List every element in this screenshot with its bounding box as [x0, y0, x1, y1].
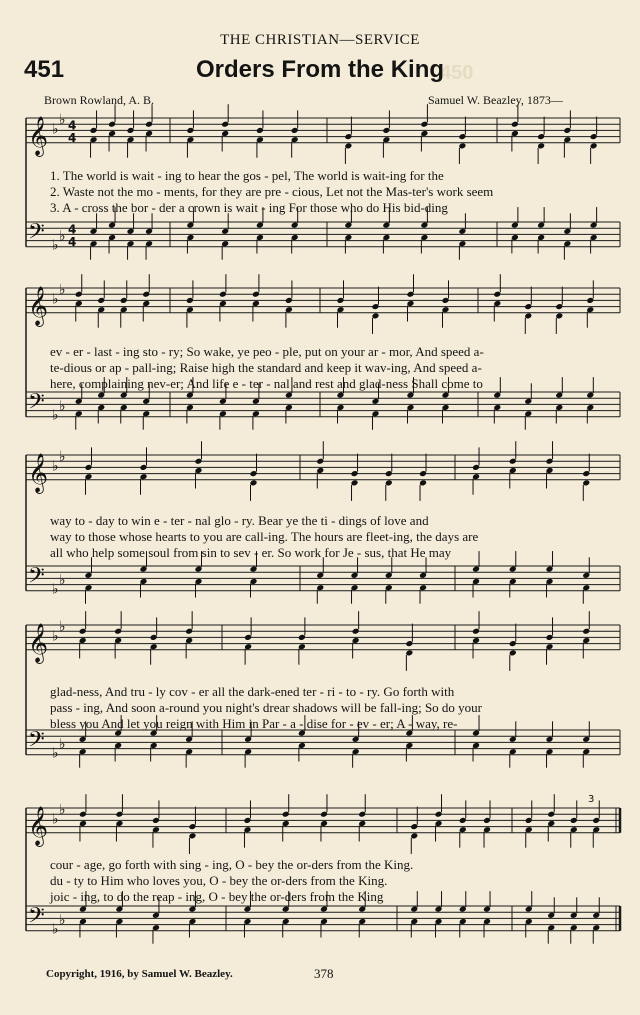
triplet-mark: 3 — [588, 794, 595, 805]
time-signature-digit: 4 — [68, 234, 77, 249]
lyricist-credit: Brown Rowland, A. B. — [44, 93, 155, 107]
bass-clef-icon: 𝄢 — [28, 389, 45, 420]
treble-clef-icon: 𝄞 — [28, 285, 49, 326]
treble-clef-icon: 𝄞 — [28, 452, 49, 493]
flat-icon: ♭ — [52, 811, 59, 828]
lyric-line: du - ty to Him who loves you, O - bey the or-ders from the King. — [50, 873, 388, 888]
section-header: THE CHRISTIAN—SERVICE — [220, 32, 420, 48]
flat-icon: ♭ — [52, 237, 59, 254]
flat-icon: ♭ — [59, 619, 66, 635]
lyric-line: pass - ing, And soon a-round you night's drear shadows will be fall-ing; So do your — [50, 700, 483, 715]
page-number: 378 — [314, 966, 334, 981]
lyric-line: 2. Waste not the mo - ments, for they are pre - cious, Let not the Mas-ter's work seem — [50, 184, 494, 199]
lyric-line: 3. A - cross the bor - der a crown is wait - ing For those who do His bid-ding — [50, 200, 448, 215]
composer-credit: Samuel W. Beazley, 1873— — [428, 93, 563, 107]
bass-clef-icon: 𝄢 — [28, 219, 45, 250]
flat-icon: ♭ — [52, 628, 59, 645]
flat-icon: ♭ — [59, 112, 66, 128]
lyric-line: 1. The world is wait - ing to hear the gos - pel, The world is wait-ing for the — [50, 168, 444, 183]
lyric-line: joic - ing, to do the reap - ing, O - bey the or-ders from the King — [50, 889, 384, 904]
flat-icon: ♭ — [52, 121, 59, 138]
flat-icon: ♭ — [59, 802, 66, 818]
copyright-notice: Copyright, 1916, by Samuel W. Beazley. — [46, 968, 233, 980]
bass-clef-icon: 𝄢 — [28, 563, 45, 594]
lyric-line: ev - er - last - ing sto - ry; So wake, ye peo - ple, put on your ar - mor, And speed a- — [50, 344, 484, 359]
lyric-line: glad-ness, And tru - ly cov - er all the dark-ened ter - ri - to - ry. Go forth with — [50, 684, 455, 699]
lyric-line: all who help some soul from sin to sev - er. So work for Je - sus, that He may — [50, 545, 452, 560]
hymn-number: 451 — [24, 56, 65, 83]
treble-clef-icon: 𝄞 — [28, 805, 49, 846]
flat-icon: ♭ — [52, 921, 59, 938]
flat-icon: ♭ — [59, 398, 66, 415]
time-signature-digit: 4 — [68, 222, 77, 237]
hymn-title: Orders From the King — [195, 56, 445, 83]
lyric-line: way to those whose hearts to you are call-ing. The hours are fleet-ing, the days are — [50, 529, 479, 544]
flat-icon: ♭ — [52, 291, 59, 308]
lyric-line: te-dious or ap - pall-ing; Raise high the standard and keep it wav-ing, And speed a- — [50, 360, 482, 375]
time-signature-digit: 4 — [68, 130, 77, 145]
bass-clef-icon: 𝄢 — [28, 727, 45, 758]
lyric-line: way to - day to win e - ter - nal glo - ry. Bear ye the ti - dings of love and — [50, 513, 429, 528]
bleed-through-ghost: 450 — [440, 62, 474, 84]
bass-clef-icon: 𝄢 — [28, 903, 45, 934]
lyric-line: cour - age, go forth with sing - ing, O - bey the or-ders from the King. — [50, 857, 414, 872]
lyric-line: bless you And let you reign with Him in Par - a - dise for - ev - er; A - way, re- — [50, 716, 458, 731]
flat-icon: ♭ — [52, 581, 59, 598]
flat-icon: ♭ — [59, 228, 66, 245]
flat-icon: ♭ — [59, 736, 66, 753]
treble-clef-icon: 𝄞 — [28, 115, 49, 156]
lyric-line: here, complaining nev-er; And life e - ter - nal and rest and glad-ness Shall come to — [50, 376, 483, 391]
flat-icon: ♭ — [59, 572, 66, 589]
time-signature-digit: 4 — [68, 118, 77, 133]
flat-icon: ♭ — [59, 282, 66, 298]
flat-icon: ♭ — [52, 458, 59, 475]
flat-icon: ♭ — [52, 407, 59, 424]
flat-icon: ♭ — [59, 912, 66, 929]
flat-icon: ♭ — [59, 449, 66, 465]
flat-icon: ♭ — [52, 745, 59, 762]
treble-clef-icon: 𝄞 — [28, 622, 49, 663]
